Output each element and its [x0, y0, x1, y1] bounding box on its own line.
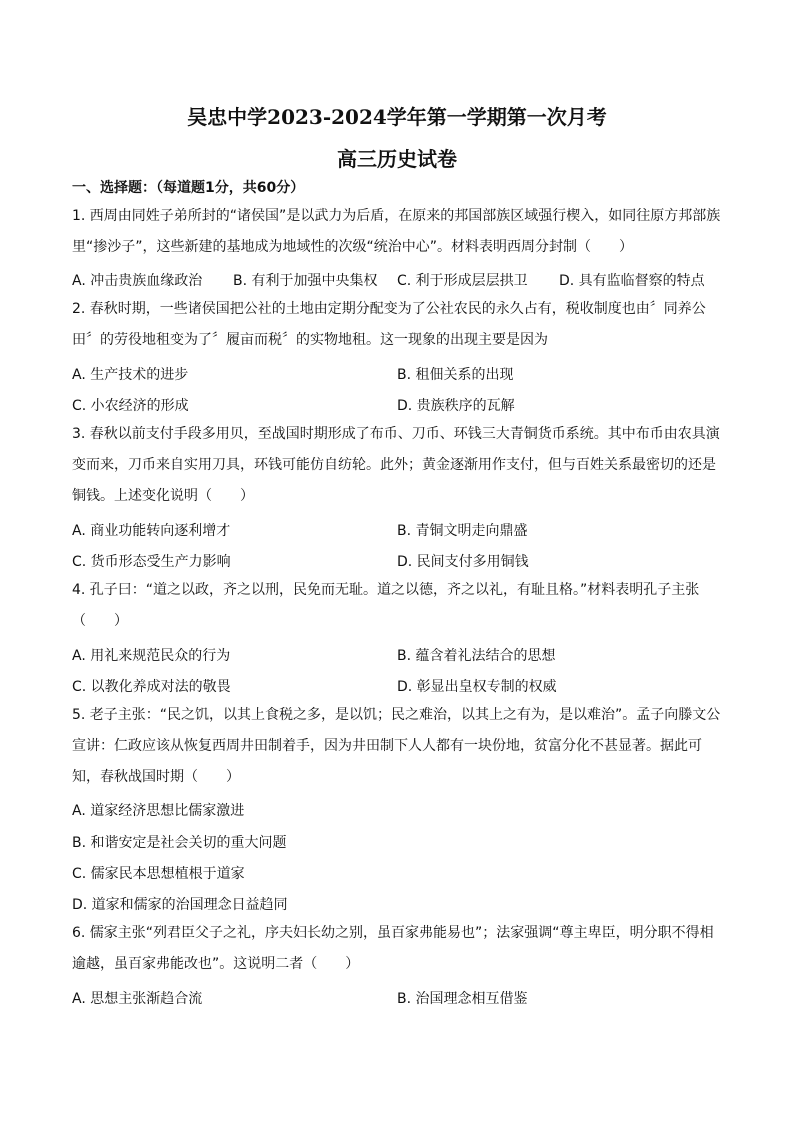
question-4-option-d: D. 彰显出皇权专制的权威 [397, 679, 557, 695]
question-3-stem: 3. 春秋以前支付手段多用贝，至战国时期形成了布币、刀币、环钱三大青铜货币系统。其中布币由农具演变而来，刀币来自实用刀具，环钱可能仿自纺轮。此外；黄金逐渐用作支付，但与百姓关系最密切的还是铜钱。上述变化说明（ ） [72, 426, 720, 504]
question-1-option-d: D. 具有监临督察的特点 [559, 273, 705, 289]
question-3-option-b: B. 青铜文明走向鼎盛 [397, 523, 528, 539]
question-6-stem: 6. 儒家主张“列君臣父子之礼，序夫妇长幼之别，虽百家弗能易也”；法家强调“尊主卑臣，明分职不得相逾越，虽百家弗能改也”。这说明二者（ ） [72, 925, 714, 972]
section-heading: 一、选择题：（每道题1分，共60分） [72, 180, 305, 196]
question-1-stem: 1. 西周由同姓子弟所封的“诸侯国”是以武力为后盾，在原来的邦国部族区域强行楔入，如同往原方邦部族里“掺沙子”，这些新建的基地成为地域性的次级“统治中心”。材料表明西周分封制（ ） [72, 208, 721, 255]
question-1-option-c: C. 利于形成层层拱卫 [397, 273, 528, 289]
question-4-stem: 4. 孔子曰：“道之以政，齐之以刑，民免而无耻。道之以德，齐之以礼，有耻且格。”材料表明孔子主张（ ） [72, 582, 700, 629]
question-3-option-d: D. 民间支付多用铜钱 [397, 554, 529, 570]
question-5-option-a: A. 道家经济思想比儒家激进 [72, 803, 245, 819]
question-6-option-a: A. 思想主张渐趋合流 [72, 991, 203, 1007]
question-3-option-c: C. 货币形态受生产力影响 [72, 554, 231, 570]
question-2-stem: 2. 春秋时期，一些诸侯国把公社的土地由定期分配变为了公社农民的永久占有，税收制度也由〞同养公田〞的劳役地租变为了〞履亩而税〞的实物地租。这一现象的出现主要是因为 [72, 301, 706, 348]
question-3-option-a: A. 商业功能转向逐利增才 [72, 523, 231, 539]
exam-title: 吴忠中学2023-2024学年第一学期第一次月考 [187, 105, 607, 129]
question-2-option-d: D. 贵族秩序的瓦解 [397, 398, 515, 414]
question-1-option-b: B. 有利于加强中央集权 [233, 273, 378, 289]
question-2-option-b: B. 租佃关系的出现 [397, 367, 514, 383]
question-5-stem: 5. 老子主张：“民之饥，以其上食税之多，是以饥；民之难治，以其上之有为，是以难治”。孟子向滕文公宣讲：仁政应该从恢复西周井田制着手，因为井田制下人人都有一块份地，贫富分化不甚显著。据此可知，春秋战国时期（ ） [72, 707, 721, 785]
exam-subtitle: 高三历史试卷 [337, 147, 457, 171]
question-4-option-b: B. 蕴含着礼法结合的思想 [397, 648, 556, 664]
question-1-option-a: A. 冲击贵族血缘政治 [72, 273, 203, 289]
question-2-option-a: A. 生产技术的进步 [72, 367, 189, 383]
question-4-option-a: A. 用礼来规范民众的行为 [72, 648, 231, 664]
question-5-option-b: B. 和谐安定是社会关切的重大问题 [72, 835, 287, 851]
question-5-option-d: D. 道家和儒家的治国理念日益趋同 [72, 897, 288, 913]
question-4-option-c: C. 以教化养成对法的敬畏 [72, 679, 231, 695]
question-5-option-c: C. 儒家民本思想植根于道家 [72, 866, 245, 882]
question-2-option-c: C. 小农经济的形成 [72, 398, 189, 414]
question-6-option-b: B. 治国理念相互借鉴 [397, 991, 528, 1007]
